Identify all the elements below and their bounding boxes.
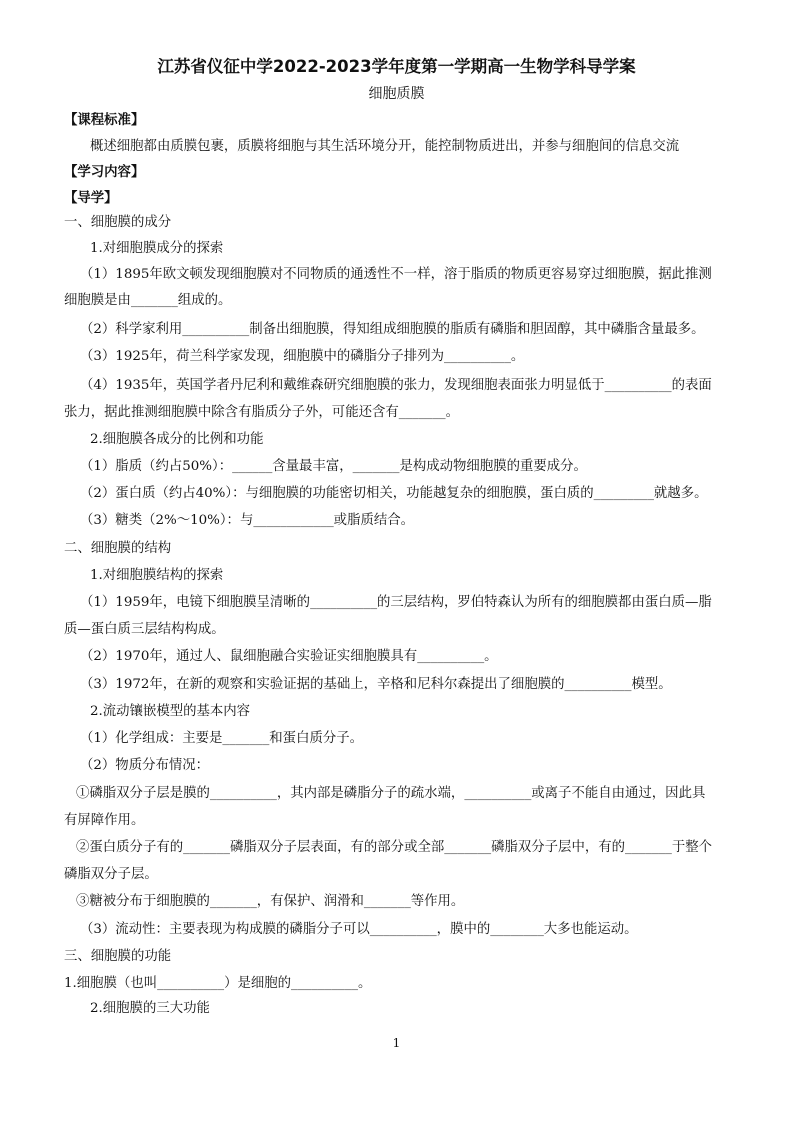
paragraph-line: （2）科学家利用__________制备出细胞膜，得知组成细胞膜的脂质有磷脂和胆固醇，其中磷脂含量最多。: [80, 322, 705, 337]
paragraph-line: （1）1959年，电镜下细胞膜呈清晰的__________的三层结构，罗伯特森认为所有的细胞膜都由蛋白质—脂: [80, 595, 712, 610]
paragraph-line: 磷脂双分子层。: [64, 867, 158, 882]
heading-membrane-components: 一、细胞膜的成分: [64, 215, 172, 230]
subheading-three-functions: 2.细胞膜的三大功能: [90, 1001, 210, 1016]
paragraph-line: （3）1925年，荷兰科学家发现，细胞膜中的磷脂分子排列为__________。: [80, 349, 525, 364]
paragraph-line: （4）1935年，英国学者丹尼利和戴维森研究细胞膜的张力，发现细胞表面张力明显低于__________的表面: [80, 378, 712, 393]
section-heading-learning-content: 【学习内容】: [64, 165, 145, 180]
paragraph-line: （2）物质分布情况：: [80, 758, 210, 773]
paragraph-line: （2）蛋白质（约占40%）：与细胞膜的功能密切相关，功能越复杂的细胞膜，蛋白质的_________就越多。: [80, 486, 708, 501]
paragraph-line: （1）化学组成：主要是_______和蛋白质分子。: [80, 731, 364, 746]
paragraph-line: （3）流动性：主要表现为构成膜的磷脂分子可以__________，膜中的________大多也能运动。: [80, 922, 638, 937]
paragraph-line: （3）糖类（2%～10%）：与____________或脂质结合。: [80, 513, 415, 528]
document-title: 江苏省仪征中学2022-2023学年度第一学期高一生物学科导学案: [157, 57, 636, 76]
heading-membrane-structure: 二、细胞膜的结构: [64, 541, 172, 556]
section-heading-curriculum-standard: 【课程标准】: [64, 113, 145, 128]
paragraph-line: 质—蛋白质三层结构构成。: [64, 622, 225, 637]
paragraph-line: 1.细胞膜（也叫__________）是细胞的__________。: [64, 976, 372, 991]
paragraph-line: ③糖被分布于细胞膜的_______，有保护、润滑和_______等作用。: [76, 894, 465, 909]
page-number: 1: [392, 1036, 401, 1050]
paragraph-line: 细胞膜是由_______组成的。: [64, 293, 232, 308]
document-subtitle: 细胞质膜: [368, 86, 425, 102]
paragraph-line: （3）1972年，在新的观察和实验证据的基础上，辛格和尼科尔森提出了细胞膜的__________模型。: [80, 677, 672, 692]
subheading-component-exploration: 1.对细胞膜成分的探索: [90, 241, 224, 256]
subheading-component-ratio: 2.细胞膜各成分的比例和功能: [90, 432, 264, 447]
paragraph-line: 有屏障作用。: [64, 813, 145, 828]
heading-membrane-function: 三、细胞膜的功能: [64, 949, 172, 964]
subheading-structure-exploration: 1.对细胞膜结构的探索: [90, 568, 224, 583]
curriculum-standard-text: 概述细胞都由质膜包裹，质膜将细胞与其生活环境分开，能控制物质进出，并参与细胞间的信息交流: [90, 139, 680, 154]
paragraph-line: ①磷脂双分子层是膜的__________，其内部是磷脂分子的疏水端，__________或离子不能自由通过，因此具: [76, 786, 706, 801]
paragraph-line: 张力，据此推测细胞膜中除含有脂质分子外，可能还含有_______。: [64, 405, 460, 420]
paragraph-line: （1）脂质（约占50%）：______含量最丰富，_______是构成动物细胞膜的重要成分。: [80, 459, 587, 474]
subheading-fluid-mosaic-model: 2.流动镶嵌模型的基本内容: [90, 704, 251, 719]
section-heading-guided-learning: 【导学】: [64, 191, 118, 206]
paragraph-line: ②蛋白质分子有的_______磷脂双分子层表面，有的部分或全部_______磷脂双分子层中，有的_______于整个: [76, 840, 713, 855]
paragraph-line: （1）1895年欧文顿发现细胞膜对不同物质的通透性不一样，溶于脂质的物质更容易穿过细胞膜，据此推测: [80, 267, 712, 282]
paragraph-line: （2）1970年，通过人、鼠细胞融合实验证实细胞膜具有__________。: [80, 649, 498, 664]
